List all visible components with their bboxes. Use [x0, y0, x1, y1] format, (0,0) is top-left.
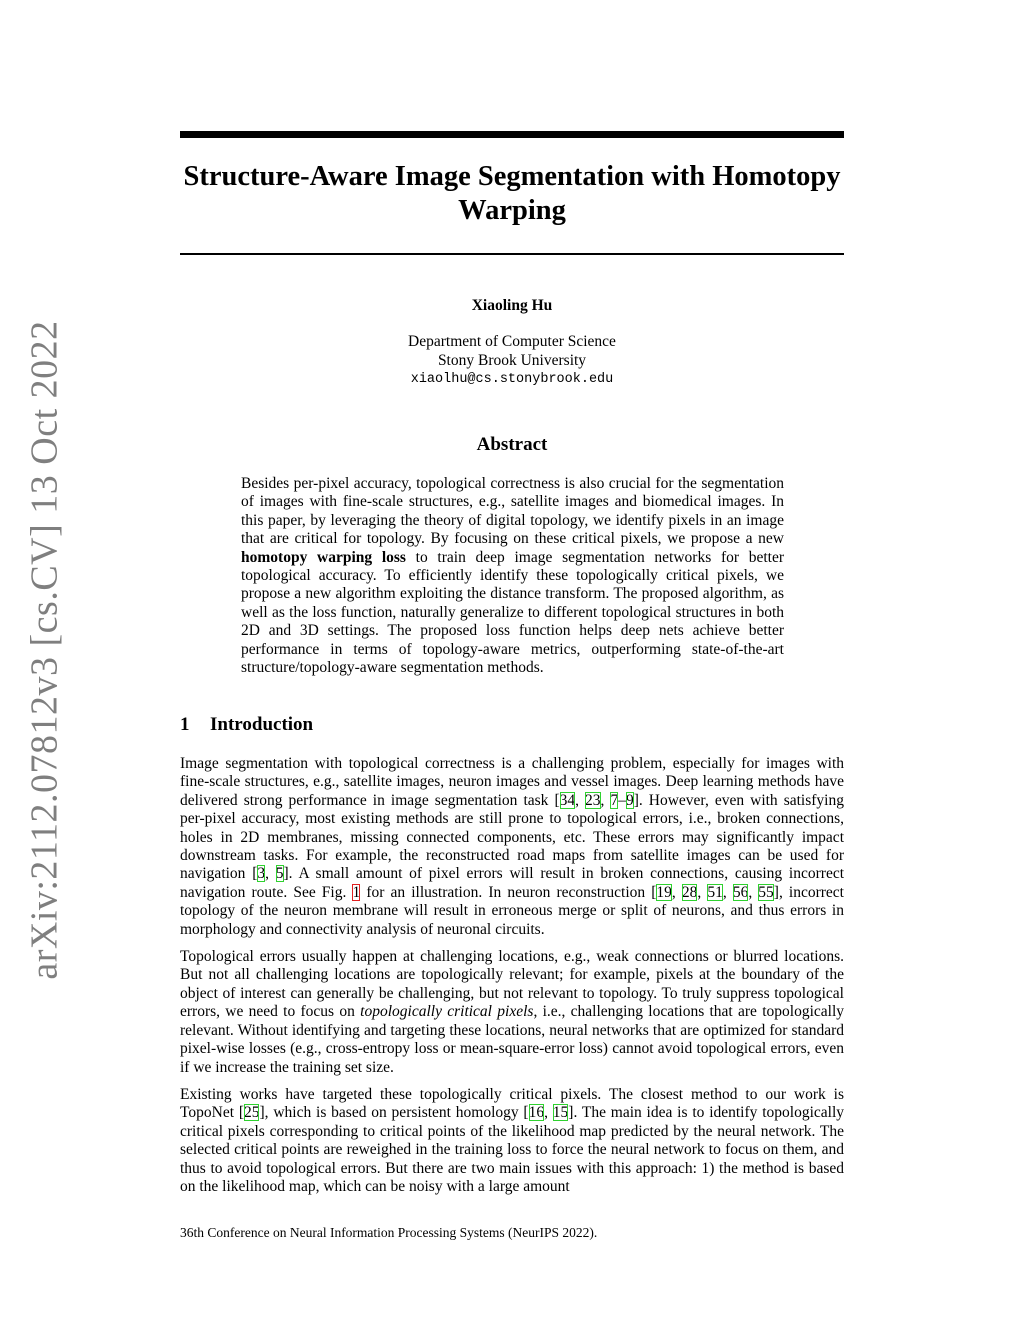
section-heading — [180, 713, 313, 737]
citation-link[interactable]: 25 — [243, 1104, 260, 1122]
text: , — [748, 883, 759, 901]
emphasis-text: topologically critical pixels — [360, 1003, 534, 1021]
text: for an illustration. In neuron reconstruction [ — [360, 883, 657, 901]
citation-link[interactable]: 28 — [681, 883, 698, 901]
arxiv-identifier — [20, 320, 70, 980]
text: , i.e., challenging locations that are topologically relevant. Without identifying and targeting these locations, neural networks that are optimized for standard pixel-wise losses (e.g., cross-entropy loss or mean-square-error loss) cannot avoid topological errors, even if we increase the training set size. — [180, 1003, 845, 1076]
text: ]. The main idea is to identify topologically critical pixels corresponding to critical points of the likelihood map predicted by the neural network. The selected critical points are reweighed in the training loss to force the neural network to focus on them, and thus to avoid topological errors. But there are two main issues with this approach: 1) the method is based on the likelihood map, which can be noisy with a large amount — [180, 1104, 844, 1195]
text: , — [575, 791, 586, 809]
paper-title: Structure-Aware Image Segmentation with Homotopy Warping — [183, 161, 841, 226]
paragraph — [180, 755, 844, 939]
citation-link[interactable]: 5 — [275, 865, 284, 883]
body-text — [180, 755, 844, 1205]
text: Existing works have targeted these topologically critical pixels. The closest method to our work is TopoNet [ — [180, 1085, 844, 1122]
citation-link[interactable]: 19 — [656, 883, 672, 901]
citation-link[interactable]: 9 — [625, 791, 634, 809]
citation-link[interactable]: 55 — [758, 883, 774, 901]
abstract-bold-term: homotopy warping loss — [241, 548, 406, 566]
text: , — [697, 883, 708, 901]
citation-link[interactable]: 51 — [707, 883, 723, 901]
section-title: Introduction — [210, 714, 314, 735]
citation-link[interactable]: 23 — [585, 791, 601, 809]
text: ]. A small amount of pixel errors will result in broken connections, causing incorrect navigation route. See Fig. — [180, 865, 845, 901]
text: , — [600, 791, 611, 809]
arxiv-identifier-text: arXiv:2112.07812v3 [cs.CV] 13 Oct 2022 — [24, 320, 67, 980]
citation-link[interactable]: 15 — [552, 1104, 569, 1122]
text: , — [722, 883, 733, 901]
section-number: 1 — [180, 714, 190, 735]
citation-link[interactable]: 34 — [559, 791, 576, 809]
citation-link[interactable]: 16 — [528, 1104, 545, 1122]
author-name: Xiaoling Hu — [471, 297, 553, 314]
text: – — [618, 791, 626, 809]
abstract-text-part: to train deep image segmentation networks for better topological accuracy. To efficiently identify these topologically critical pixels, we propose a new algorithm exploiting the distance transform. The proposed algorithm, as well as the loss function, naturally generalize to different topological structures in both 2D and 3D settings. The proposed loss function helps deep nets achieve better performance in terms of topology-aware metrics, outperforming state-of-the-art structure/topology-aware segmentation methods. — [241, 548, 784, 677]
paragraph — [180, 948, 844, 1077]
text: Image segmentation with topological correctness is a challenging problem, especially for images with fine-scale structures, e.g., satellite images, neuron images and vessel images. Deep learning methods have delivered strong performance in image segmentation task [ — [180, 755, 844, 809]
paragraph — [180, 1086, 844, 1196]
text: ]. However, even with satisfying per-pixel accuracy, most existing methods are still prone to topological errors, i.e., broken connections, holes in 2D membranes, missing connected components, etc. These errors may significantly impact downstream tasks. For example, the reconstructed road maps from satellite images can be used for navigation [ — [180, 791, 844, 883]
abstract-text — [241, 475, 784, 677]
text: Topological errors usually happen at challenging locations, e.g., weak connections or blurred locations. But not all challenging locations are topologically relevant; for example, pixels at the boundary of the object of interest can generally be challenging, but not relevant to topology. To truly suppress topological errors, we need to focus on — [180, 948, 844, 1021]
author-block — [180, 296, 844, 389]
author-email[interactable]: xiaolhu@cs.stonybrook.edu — [410, 372, 614, 387]
text: ], which is based on persistent homology [ — [259, 1104, 529, 1122]
citation-link[interactable]: 3 — [257, 865, 266, 883]
title-top-rule — [180, 131, 844, 138]
citation-link[interactable]: 56 — [732, 883, 749, 901]
author-university: Stony Brook University — [437, 352, 587, 369]
text: , — [544, 1104, 553, 1122]
citation-link[interactable]: 7 — [610, 791, 619, 809]
abstract-text-part: Besides per-pixel accuracy, topological correctness is also crucial for the segmentation of images with fine-scale structures, e.g., satellite images and biomedical images. In this paper, by leveraging the theory of digital topology, we identify pixels in an image that are critical for topology. By focusing on these critical pixels, we propose a new — [241, 475, 784, 548]
figure-reference-link[interactable]: 1 — [352, 883, 361, 901]
text: , — [671, 883, 682, 901]
conference-footnote: 36th Conference on Neural Information Processing Systems (NeurIPS 2022). — [180, 1225, 598, 1240]
text: ], incorrect topology of the neuron membrane will result in erroneous merge or split of neurons, and thus errors in morphology and connectivity analysis of neuronal circuits. — [180, 883, 844, 938]
author-department: Department of Computer Science — [408, 333, 616, 350]
text: , — [265, 865, 276, 883]
abstract-heading: Abstract — [476, 434, 548, 455]
title-bottom-rule — [180, 253, 844, 255]
